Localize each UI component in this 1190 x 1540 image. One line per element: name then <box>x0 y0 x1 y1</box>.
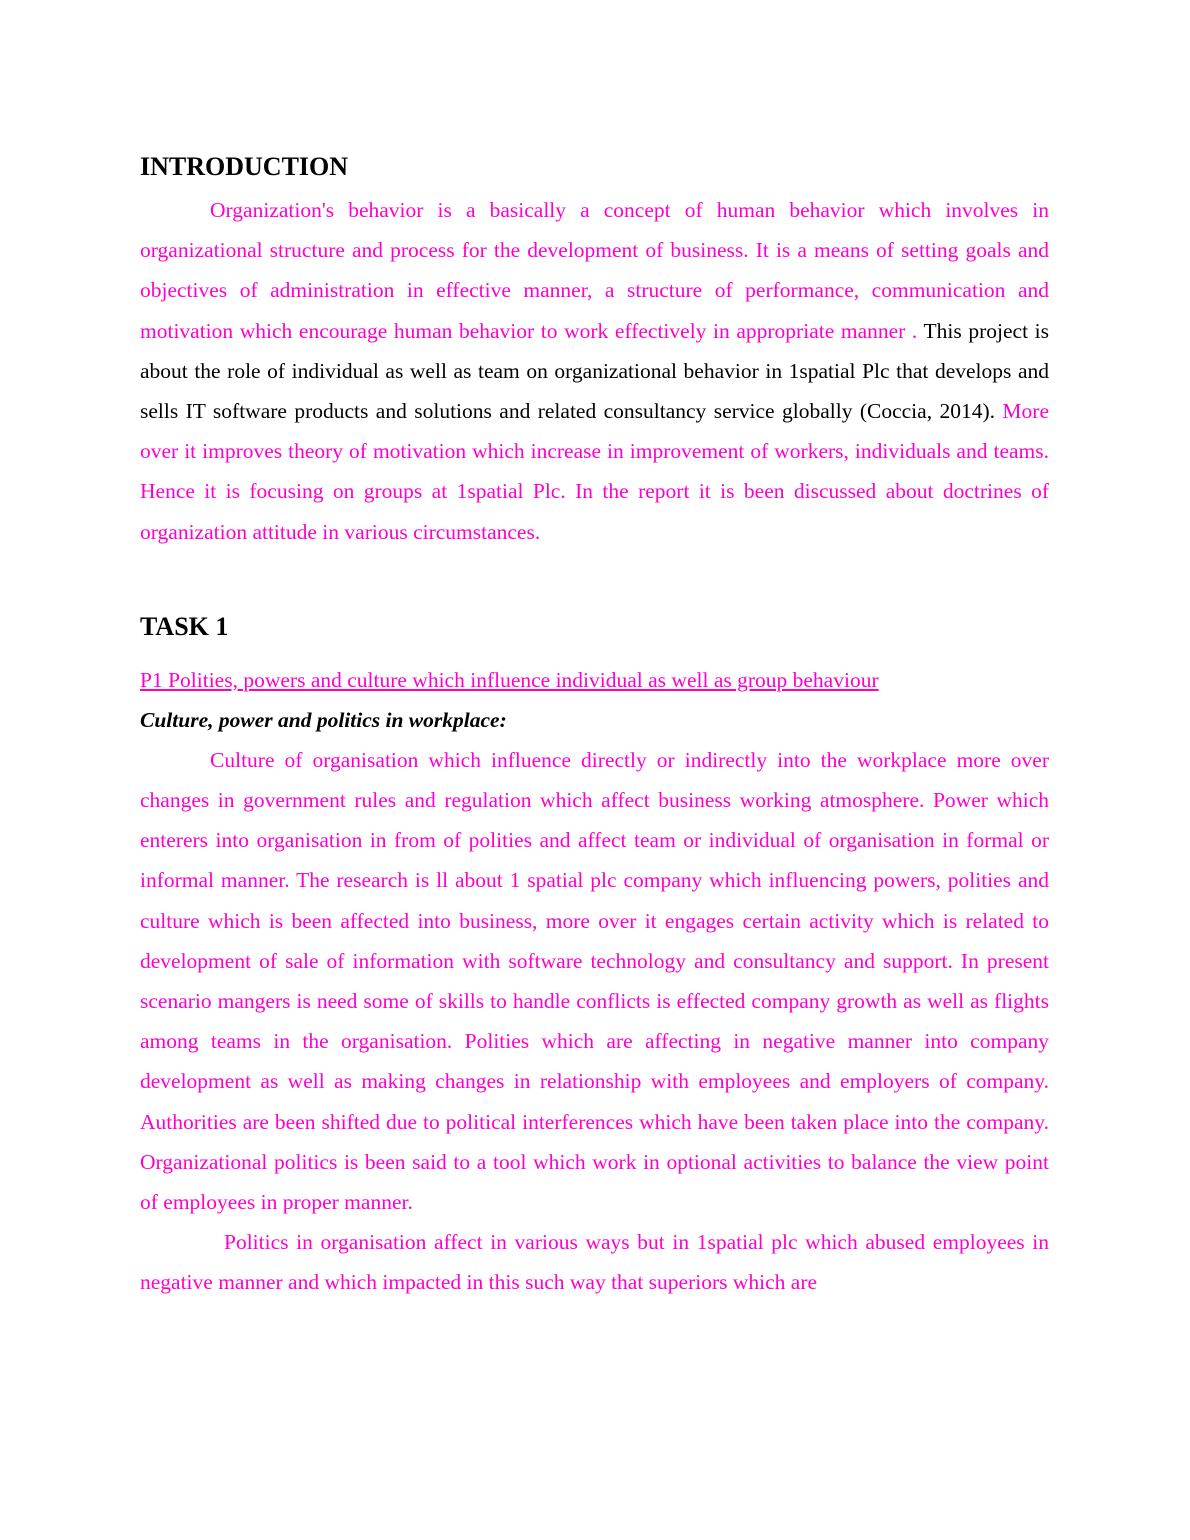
intro-text-highlighted-2: More over it improves theory of motivation which increase in improvement of workers, individuals and teams. Hence it is focusing on groups at 1spatial Plc. In the report it is been discussed about doctrines of organization attitude in various circumstances. <box>140 399 1049 544</box>
task1-paragraph-1: Culture of organisation which influence directly or indirectly into the workplace more over changes in government rules and regulation which affect business working atmosphere. Power which enterers into organisation in from of polities and affect team or individual of organisation in formal or informal manner. The research is ll about 1 spatial plc company which influencing powers, polities and culture which is been affected into business, more over it engages certain activity which is related to development of sale of information with software technology and consultancy and support. In present scenario mangers is need some of skills to handle conflicts is effected company growth as well as flights among teams in the organisation. Polities which are affecting in negative manner into company development as well as making changes in relationship with employees and employers of company. Authorities are been shifted due to political interferences which have been taken place into the company. Organizational politics is been said to a tool which work in optional activities to balance the view point of employees in proper manner. <box>140 747 1049 1215</box>
task1-heading: TASK 1 <box>140 611 229 641</box>
intro-text-highlighted-1: Organization's behavior is a basically a concept of human behavior which involves in organizational structure and process for the development of business. It is a means of setting goals and objectives of administration in effective manner, a structure of performance, communication and motivation which encourage human behavior to work effectively in appropriate manner . <box>140 198 1049 343</box>
section-title: Culture, power and politics in workplace: <box>140 707 507 732</box>
p1-subheading: P1 Polities, powers and culture which influence individual as well as group behaviour <box>140 667 879 692</box>
intro-text-plain: This project is about the role of individual as well as team on organizational behavior in 1spatial Plc that develops and sells IT software products and solutions and related consultancy service globally (Coccia, 2014). <box>140 318 1049 424</box>
task1-paragraph-2: Politics in organisation affect in various ways but in 1spatial plc which abused employees in negative manner and which impacted in this such way that superiors which are <box>140 1230 1049 1295</box>
introduction-paragraph <box>140 190 1049 552</box>
document-page <box>140 148 1049 1303</box>
introduction-heading: INTRODUCTION <box>140 152 349 181</box>
